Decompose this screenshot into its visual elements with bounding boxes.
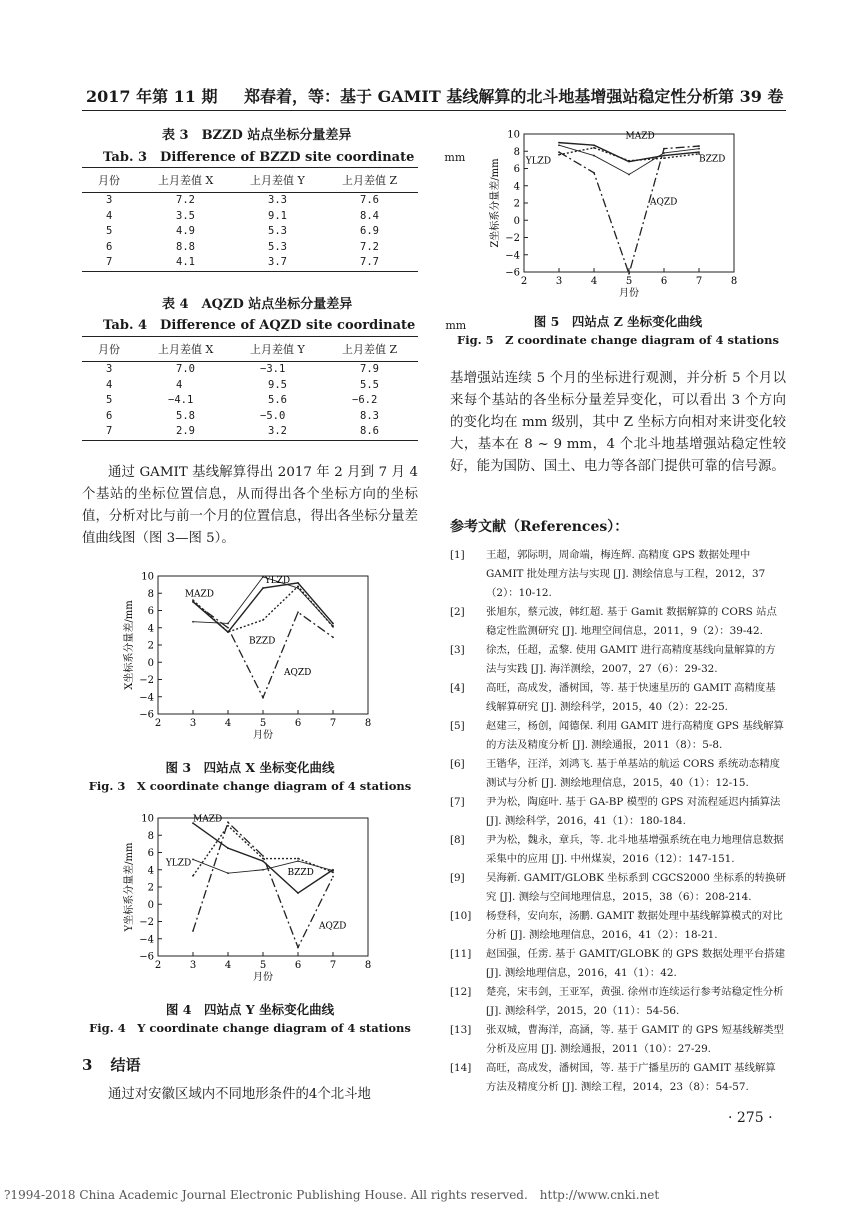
section3-title: 结语 [110, 1056, 141, 1074]
y-tick-label: 4 [147, 623, 154, 635]
y-tick-label: −6 [505, 267, 520, 279]
data-point-mazd [558, 142, 560, 144]
references-heading: 参考文献（References）： [450, 519, 629, 535]
data-point-aqzd [297, 611, 299, 613]
reference-text: 楚亮，宋韦剑，王亚军，黄强. 徐州市连续运行参考站稳定性分析 [J]. 测绘科学，2015，20（11）：54-56. [486, 986, 784, 1017]
header-rule [82, 110, 786, 111]
series-line-mazd [559, 143, 699, 162]
plot-frame [158, 818, 368, 956]
table-cell: 7.2 [176, 194, 195, 206]
data-point-aqzd [227, 821, 229, 823]
reference-text: 赵建三，杨创，闻德保. 利用 GAMIT 进行高精度 GPS 基线解算的方法及精度分析 [J]. 测绘通报，2011（8）：5-8. [486, 720, 784, 751]
reference-text: 杨登科，安向东，汤鹏. GAMIT 数据处理中基线解算模式的对比分析 [J]. 测绘地理信息，2016，41（2）：18-21. [486, 910, 783, 941]
table-cell: 5 [106, 225, 113, 237]
series-label-mazd: MAZD [193, 814, 223, 825]
series-label-ylzd: YLZD [525, 156, 552, 167]
data-point-ylzd [227, 623, 229, 625]
data-point-bzzd [593, 147, 595, 149]
reference-number: [4] [450, 682, 465, 694]
reference-text: 徐杰，任超，孟黎. 使用 GAMIT 进行高精度基线向量解算的方法与实践 [J]. 海洋测绘，2007，27（6）：29-32. [486, 644, 776, 675]
data-point-aqzd [628, 273, 630, 275]
reference-number: [7] [450, 796, 465, 808]
x-tick-label: 7 [695, 276, 703, 287]
table4-header-row [82, 337, 418, 362]
table3-caption-en-text: Tab. 3 Difference of BZZD site coordinate [103, 150, 415, 165]
conclusion-text-start: 通过对安徽区域内不同地形条件的4个北斗地 [108, 1087, 371, 1102]
column-header: 上月差值 Z [342, 337, 418, 362]
reference-item [450, 641, 786, 679]
series-line-aqzd [559, 146, 699, 274]
table-cell: 5.6 [268, 394, 287, 406]
reference-item [450, 945, 786, 983]
table-cell: 6 [106, 240, 113, 253]
series-label-ylzd: YLZD [165, 858, 192, 869]
table4-body [82, 362, 418, 441]
y-tick-label: 2 [513, 198, 520, 210]
reference-number: [8] [450, 834, 465, 846]
reference-text: 高旺，高成发，潘树国，等. 基于广播星历的 GAMIT 基线解算方法及精度分析 [J]. 测绘工程，2014，23（8）：54-57. [486, 1062, 776, 1093]
data-point-bzzd [558, 154, 560, 156]
data-point-bzzd [192, 599, 194, 601]
x-axis-label: 月份 [253, 972, 273, 983]
y-tick-label: 8 [513, 146, 520, 158]
x-tick-label: 4 [224, 718, 232, 729]
table3-body [82, 193, 418, 272]
section3-number: 3 [82, 1056, 93, 1074]
data-point-aqzd [262, 697, 264, 699]
y-tick-label: −4 [139, 692, 154, 704]
data-point-mazd [593, 144, 595, 146]
column-header: 月份 [82, 337, 158, 362]
y-tick-label: 0 [513, 215, 520, 227]
reference-item [450, 1021, 786, 1059]
y-tick-label: 0 [147, 657, 154, 669]
data-point-ylzd [192, 859, 194, 861]
y-tick-label: −2 [505, 233, 520, 244]
table-cell: 7 [82, 424, 158, 440]
table3-unit: mm [444, 151, 466, 164]
table4-caption-en [103, 314, 466, 333]
table-cell: −4.1 [168, 394, 194, 406]
table-cell: 6.9 [360, 225, 379, 237]
table-cell: 4.1 [158, 255, 250, 271]
y-tick-label: 2 [147, 882, 154, 894]
reference-number: [14] [450, 1062, 472, 1074]
data-point-ylzd [262, 869, 264, 871]
data-point-bzzd [332, 626, 334, 628]
table3-caption-cn: 表 3 BZZD 站点坐标分量差异 [162, 128, 352, 143]
table-cell: 5.5 [360, 378, 379, 391]
table-cell: 5.3 [268, 240, 287, 253]
data-point-mazd [698, 151, 700, 153]
x-tick-label: 5 [625, 276, 633, 287]
data-point-ylzd [297, 860, 299, 862]
reference-item [450, 869, 786, 907]
y-tick-label: −4 [505, 250, 520, 262]
reference-item [450, 1059, 786, 1097]
table-row [82, 240, 418, 256]
x-tick-label: 8 [364, 960, 372, 971]
table3-caption-en [103, 146, 465, 165]
data-point-aqzd [663, 148, 665, 150]
table4-unit: mm [445, 319, 467, 332]
x-tick-label: 6 [294, 960, 302, 971]
x-tick-label: 3 [555, 276, 563, 287]
data-point-ylzd [262, 576, 264, 578]
x-axis-label: 月份 [619, 288, 639, 299]
y-tick-label: 10 [507, 129, 520, 141]
references-list [450, 546, 786, 1097]
y-tick-label: 10 [141, 571, 154, 583]
reference-number: [6] [450, 758, 465, 770]
series-label-bzzd: BZZD [287, 867, 314, 878]
series-line-bzzd [193, 586, 333, 632]
data-point-ylzd [192, 621, 194, 623]
data-point-mazd [227, 847, 229, 849]
data-point-aqzd [332, 876, 334, 878]
data-point-ylzd [698, 148, 700, 150]
data-point-mazd [332, 623, 334, 625]
y-tick-label: 4 [513, 181, 520, 193]
copyright-footer: ?1994-2018 China Academic Journal Electronic Publishing House. All rights reserved. http://www.cnki.net [4, 1188, 660, 1202]
data-point-aqzd [192, 930, 194, 932]
data-point-mazd [663, 155, 665, 157]
y-tick-label: 0 [147, 899, 154, 911]
reference-text: 张旭东，蔡元波，韩红超. 基于 Gamit 数据解算的 CORS 站点稳定性监测研究 [J]. 地理空间信息，2011，9（2）：39-42. [486, 606, 777, 637]
y-tick-label: 6 [147, 606, 154, 617]
table4 [82, 336, 418, 441]
table-row [82, 209, 418, 225]
data-point-bzzd [297, 858, 299, 860]
y-tick-label: −2 [139, 675, 154, 686]
data-point-mazd [262, 587, 264, 589]
table-cell: −6.2 [352, 394, 378, 406]
y-axis-label: X坐标系分量差/mm [124, 600, 135, 690]
column-header: 月份 [82, 168, 158, 193]
fig4-chart [112, 808, 382, 986]
table-cell: 3.3 [268, 194, 287, 206]
series-label-aqzd: AQZD [650, 197, 678, 208]
data-point-aqzd [332, 636, 334, 638]
conclusion-paragraph-part1 [82, 1084, 418, 1106]
table-cell: 5.8 [176, 409, 195, 422]
data-point-ylzd [227, 872, 229, 874]
y-axis-label: Y坐标系分量差/mm [124, 842, 135, 932]
reference-number: [1] [450, 549, 465, 561]
reference-number: [3] [450, 644, 465, 656]
reference-item [450, 983, 786, 1021]
y-axis-label: Z坐标系分量差/mm [490, 158, 501, 248]
table-cell: 7.7 [342, 255, 418, 271]
table-cell: 7.9 [360, 363, 379, 375]
table4-caption-en-text: Tab. 4 Difference of AQZD site coordinate [103, 318, 416, 333]
x-tick-label: 3 [189, 960, 197, 971]
data-point-aqzd [192, 601, 194, 603]
y-tick-label: −2 [139, 917, 154, 928]
table-cell: 5 [106, 394, 113, 406]
table-cell: 9.5 [268, 378, 287, 391]
data-point-aqzd [297, 946, 299, 948]
data-point-aqzd [262, 855, 264, 857]
table-row [82, 409, 418, 425]
reference-item [450, 546, 786, 603]
data-point-bzzd [192, 875, 194, 877]
x-axis-label: 月份 [253, 730, 273, 741]
table-cell: 5.3 [268, 225, 287, 237]
x-tick-label: 5 [259, 960, 267, 971]
data-point-bzzd [297, 585, 299, 587]
data-point-aqzd [558, 151, 560, 153]
reference-text: 王锴华，汪洋，刘鸿飞. 基于单基站的航运 CORS 系统动态精度测试与分析 [J]. 测绘地理信息，2015，40（1）：12-15. [486, 758, 780, 789]
data-point-aqzd [698, 145, 700, 147]
table-cell: 8.3 [360, 409, 379, 422]
x-tick-label: 8 [730, 276, 738, 287]
reference-text: 尹为松，魏永，章兵，等. 北斗地基增强系统在电力地理信息数据采集中的应用 [J]. 中州煤炭，2016（12）：147-151. [486, 834, 784, 865]
table-row [82, 393, 418, 409]
table-cell: 3 [106, 194, 113, 206]
series-label-mazd: MAZD [625, 131, 655, 142]
reference-number: [12] [450, 986, 472, 998]
data-point-ylzd [297, 587, 299, 589]
x-tick-label: 4 [590, 276, 598, 287]
table-row [82, 255, 418, 271]
reference-number: [9] [450, 872, 465, 884]
running-title: 郑春着，等：基于 GAMIT 基线解算的北斗地基增强站稳定性分析 [244, 87, 719, 106]
data-point-bzzd [663, 157, 665, 159]
y-tick-label: 8 [147, 588, 154, 600]
table-cell: 4 [176, 378, 183, 391]
table-row [82, 193, 418, 209]
data-point-mazd [262, 860, 264, 862]
table-row [82, 224, 418, 240]
y-tick-label: −6 [139, 951, 154, 963]
data-point-ylzd [558, 144, 560, 146]
column-header: 上月差值 Y [250, 337, 342, 362]
table-cell: 8.4 [360, 209, 379, 222]
x-tick-label: 7 [329, 960, 337, 971]
journal-issue: 2017 年第 11 期 [86, 87, 218, 106]
reference-number: [11] [450, 948, 472, 960]
x-tick-label: 2 [154, 960, 162, 971]
series-line-mazd [193, 583, 333, 632]
journal-volume: 第 39 卷 [718, 87, 784, 106]
fig5-chart [478, 124, 758, 302]
reference-text: 赵国强，任雳. 基于 GAMIT/GLOBK 的 GPS 数据处理平台搭建 [J]. 测绘地理信息，2016，41（1）：42. [486, 948, 785, 979]
y-tick-label: −6 [139, 709, 154, 721]
table-cell: 4 [106, 209, 113, 222]
x-tick-label: 6 [660, 276, 668, 287]
table-cell: 7 [82, 255, 158, 271]
table-cell: −3.1 [260, 363, 286, 375]
reference-item [450, 603, 786, 641]
data-point-aqzd [227, 627, 229, 629]
x-tick-label: 6 [294, 718, 302, 729]
y-tick-label: 2 [147, 640, 154, 652]
column-header: 上月差值 X [158, 168, 250, 193]
table-row [82, 362, 418, 378]
fig3-caption-cn: 图 3 四站点 X 坐标变化曲线 [165, 760, 335, 775]
data-point-mazd [297, 892, 299, 894]
x-tick-label: 5 [259, 718, 267, 729]
reference-item [450, 793, 786, 831]
y-tick-label: 8 [147, 830, 154, 842]
table-cell: 2.9 [158, 424, 250, 440]
x-tick-label: 7 [329, 718, 337, 729]
fig4-caption-en: Fig. 4 Y coordinate change diagram of 4 stations [89, 1021, 411, 1035]
column-header: 上月差值 Y [250, 168, 342, 193]
reference-number: [13] [450, 1024, 472, 1036]
reference-number: [2] [450, 606, 465, 618]
table-cell: 4.9 [176, 225, 195, 237]
reference-text: 王超，郭际明，周命端，梅连辉. 高精度 GPS 数据处理中 GAMIT 批处理方法与实现 [J]. 测绘信息与工程，2012，37（2）：10-12. [486, 549, 766, 599]
fig3-caption-en: Fig. 3 X coordinate change diagram of 4 stations [88, 779, 412, 793]
table-cell: 3.5 [176, 209, 195, 222]
x-tick-label: 8 [364, 718, 372, 729]
data-point-bzzd [332, 871, 334, 873]
data-point-bzzd [628, 160, 630, 162]
table3-header-row [82, 168, 418, 193]
y-tick-label: −4 [139, 934, 154, 946]
x-tick-label: 3 [189, 718, 197, 729]
table-cell: 3.2 [250, 424, 342, 440]
data-point-ylzd [628, 174, 630, 176]
series-label-aqzd: AQZD [284, 668, 312, 679]
column-header: 上月差值 Z [342, 168, 418, 193]
fig5-caption-cn: 图 5 四站点 Z 坐标变化曲线 [533, 314, 703, 329]
y-tick-label: 6 [513, 164, 520, 175]
y-tick-label: 4 [147, 865, 154, 877]
data-point-ylzd [332, 870, 334, 872]
reference-number: [5] [450, 720, 465, 732]
table-cell: 8.6 [342, 424, 418, 440]
reference-text: 吴海新. GAMIT/GLOBK 坐标系到 CGCS2000 坐标系的转换研究 [J]. 测绘与空间地理信息，2015，38（6）：208-214. [486, 872, 786, 903]
data-point-ylzd [593, 155, 595, 157]
reference-item [450, 679, 786, 717]
table-row [82, 424, 418, 440]
table-cell: 7.2 [360, 240, 379, 253]
table-cell: 7.0 [176, 363, 195, 375]
fig3-chart [112, 566, 382, 744]
data-point-mazd [297, 582, 299, 584]
conclusion-paragraph-part2 [450, 344, 786, 510]
reference-item [450, 755, 786, 793]
x-tick-label: 2 [154, 718, 162, 729]
series-line-ylzd [193, 577, 333, 626]
page-number: · 275 · [728, 1110, 773, 1126]
y-tick-label: 6 [147, 848, 154, 859]
table3 [82, 167, 418, 272]
table-cell: 7.6 [360, 194, 379, 206]
series-label-ylzd: YLZD [264, 575, 291, 586]
table-row [82, 378, 418, 394]
reference-item [450, 907, 786, 945]
intro-paragraph: 通过 GAMIT 基线解算得出 2017 年 2 月到 7 月 4 个基站的坐标位置信息，从而得出各个坐标方向的坐标值，分析对比与前一个月的位置信息，得出各坐标分量差值曲线图（图 3—图 5）。 [82, 465, 418, 546]
series-label-bzzd: BZZD [699, 154, 726, 165]
series-label-aqzd: AQZD [319, 921, 347, 932]
reference-text: 张双城，曹海洋，高涵，等. 基于 GAMIT 的 GPS 短基线解类型分析及应用 [J]. 测绘通报，2011（10）：27-29. [486, 1024, 784, 1055]
section3-heading [82, 1054, 140, 1075]
table-cell: 3.7 [250, 255, 342, 271]
series-label-bzzd: BZZD [249, 636, 276, 647]
y-tick-label: 10 [141, 813, 154, 825]
series-label-mazd: MAZD [184, 589, 214, 600]
data-point-bzzd [227, 631, 229, 633]
reference-text: 高旺，高成发，潘树国，等. 基于快速星历的 GAMIT 高精度基线解算研究 [J]. 测绘科学，2015，40（2）：22-25. [486, 682, 776, 713]
reference-item [450, 717, 786, 755]
reference-item [450, 831, 786, 869]
fig4-caption-cn: 图 4 四站点 Y 坐标变化曲线 [165, 1002, 335, 1017]
x-tick-label: 4 [224, 960, 232, 971]
fig5-caption-en: Fig. 5 Z coordinate change diagram of 4 stations [457, 333, 779, 347]
reference-text: 尹为松，陶庭叶. 基于 GA-BP 模型的 GPS 对流程延迟内插算法 [J]. 测绘科学，2016，41（1）：180-184. [486, 796, 781, 827]
data-point-bzzd [262, 619, 264, 621]
table-cell: 8.8 [176, 240, 195, 253]
column-header: 上月差值 X [158, 337, 250, 362]
series-line-aqzd [193, 822, 333, 947]
conclusion-continuation [450, 368, 786, 478]
table-cell: −5.0 [260, 409, 286, 422]
x-tick-label: 2 [520, 276, 528, 287]
table4-caption-cn: 表 4 AQZD 站点坐标分量差异 [162, 297, 353, 312]
table-cell: 4 [106, 378, 113, 391]
conclusion-continuation-text: 基增强站连续 5 个月的坐标进行观测，并分析 5 个月以来每个基站的各坐标分量差异变化，可以看出 3 个方向的变化均在 mm 级别，其中 Z 坐标方向相对来讲变化较大，基本在 8 ~ 9 mm，4 个北斗地基增强站稳定性较好，能为国防、国土、电力等各部门提供可靠的信号源。 [450, 371, 786, 474]
series-line-aqzd [193, 602, 333, 698]
data-point-aqzd [593, 172, 595, 174]
table-cell: 6 [106, 409, 113, 422]
table-cell: 9.1 [268, 209, 287, 222]
reference-number: [10] [450, 910, 472, 922]
table-cell: 3 [106, 363, 113, 375]
